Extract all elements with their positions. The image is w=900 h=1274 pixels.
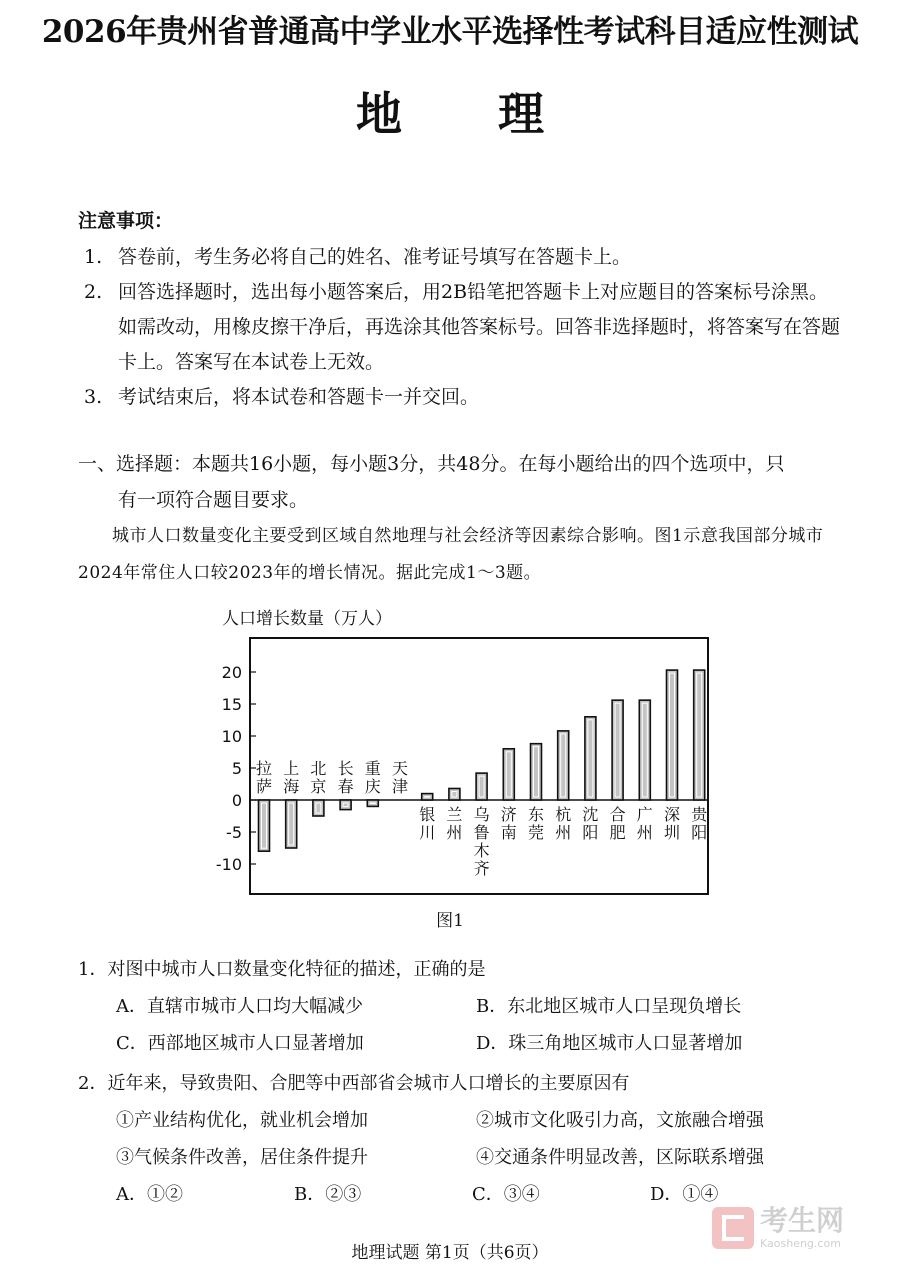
notice-item (84, 380, 844, 415)
bar-highlight (370, 803, 375, 804)
statement-2: ②城市文化吸引力高，文旅融合增强 (476, 1110, 764, 1131)
bar (531, 744, 542, 800)
category-label: 天津 (391, 759, 409, 796)
question-1 (78, 952, 848, 1062)
category-label: 北京 (310, 759, 327, 796)
subject-title: 地 理 (355, 87, 584, 141)
notice-text: 考试结束后，将本试卷和答题卡一并交回。 (118, 386, 480, 408)
option-c[interactable]: C．③④ (472, 1184, 540, 1205)
notice-text: 回答选择题时，选出每小题答案后，用2B铅笔把答题卡上对应题目的答案标号涂黑。如需改动，用橡皮擦干净后，再选涂其他答案标号。回答非选择题时，将答案写在答题卡上。答案写在本试卷上无效。 (118, 281, 841, 373)
notice-item (84, 275, 844, 380)
y-tick-label: 15 (221, 695, 242, 714)
bar (259, 800, 270, 851)
category-label: 贵阳 (691, 805, 708, 842)
y-tick-label: -5 (226, 823, 242, 842)
figure-caption: 图1 (436, 911, 464, 931)
y-tick-label: 5 (231, 759, 242, 778)
category-label: 乌鲁木齐 (473, 805, 490, 878)
category-label: 合肥 (609, 805, 626, 842)
statement-4: ④交通条件明显改善，区际联系增强 (476, 1147, 764, 1168)
bar (667, 670, 678, 800)
bar (476, 773, 487, 800)
option-b[interactable]: B．东北地区城市人口呈现负增长 (476, 996, 742, 1017)
section-heading (78, 446, 848, 518)
page-footer: 地理试题 第1页（共6页） (351, 1243, 549, 1263)
category-label: 杭州 (555, 805, 572, 842)
category-label: 银川 (419, 805, 436, 842)
bar (313, 800, 324, 816)
bar (286, 800, 297, 848)
watermark-text: 考生网 (760, 1204, 845, 1237)
bar (449, 788, 460, 800)
category-label: 兰州 (446, 805, 463, 842)
y-axis-label: 人口增长数量（万人） (222, 609, 392, 629)
category-label: 沈阳 (582, 805, 599, 842)
bar-highlight (425, 797, 430, 798)
category-label: 深圳 (663, 805, 681, 842)
category-label: 长春 (337, 759, 354, 796)
population-growth-chart (200, 600, 720, 900)
option-a[interactable]: A．①② (116, 1184, 183, 1205)
option-c[interactable]: C．西部地区城市人口显著增加 (116, 1033, 364, 1054)
category-label: 济南 (500, 805, 517, 842)
bar (694, 670, 705, 800)
bar (558, 731, 569, 800)
category-label: 东莞 (527, 805, 545, 842)
statement-1: ①产业结构优化，就业机会增加 (116, 1110, 368, 1131)
section-heading-line: 一、选择题：本题共16小题，每小题3分，共48分。在每小题给出的四个选项中，只 (78, 453, 785, 475)
option-d[interactable]: D．珠三角地区城市人口显著增加 (476, 1033, 743, 1054)
notice-text: 答卷前，考生务必将自己的姓名、准考证号填写在答题卡上。 (118, 246, 632, 268)
category-label: 上海 (283, 759, 300, 796)
bar (612, 700, 623, 800)
y-tick-label: 10 (221, 727, 242, 746)
bar (585, 717, 596, 800)
notice-number: 2. (84, 281, 103, 303)
option-b[interactable]: B．②③ (294, 1184, 362, 1205)
statement-3: ③气候条件改善，居住条件提升 (116, 1147, 368, 1168)
bar (503, 749, 514, 800)
notice-number: 1. (84, 246, 103, 268)
exam-title: 2026年贵州省普通高中学业水平选择性考试科目适应性测试 (41, 14, 859, 50)
y-tick-label: -10 (215, 855, 242, 874)
question-stem: 2．近年来，导致贵阳、合肥等中西部省会城市人口增长的主要原因有 (78, 1073, 630, 1094)
category-label: 广州 (636, 805, 653, 842)
notice-number: 3. (84, 386, 103, 408)
category-label: 重庆 (364, 759, 381, 796)
notice-list (84, 240, 844, 415)
option-d[interactable]: D．①④ (650, 1184, 719, 1205)
notice-item (84, 240, 844, 275)
y-tick-label: 0 (231, 791, 242, 810)
y-tick-label: 20 (221, 663, 242, 682)
section-heading-line: 有一项符合题目要求。 (118, 489, 309, 511)
question-stem: 1．对图中城市人口数量变化特征的描述，正确的是 (78, 959, 486, 980)
question-intro: 城市人口数量变化主要受到区域自然地理与社会经济等因素综合影响。图1示意我国部分城市2024年常住人口较2023年的增长情况。据此完成1～3题。 (78, 526, 824, 583)
watermark-url: Kaosheng.com (760, 1237, 841, 1250)
question-2 (78, 1066, 848, 1213)
option-a[interactable]: A．直辖市城市人口均大幅减少 (116, 996, 363, 1017)
category-label: 拉萨 (255, 759, 273, 796)
bar (639, 700, 650, 800)
bar (340, 800, 351, 810)
notice-heading: 注意事项： (78, 210, 174, 232)
